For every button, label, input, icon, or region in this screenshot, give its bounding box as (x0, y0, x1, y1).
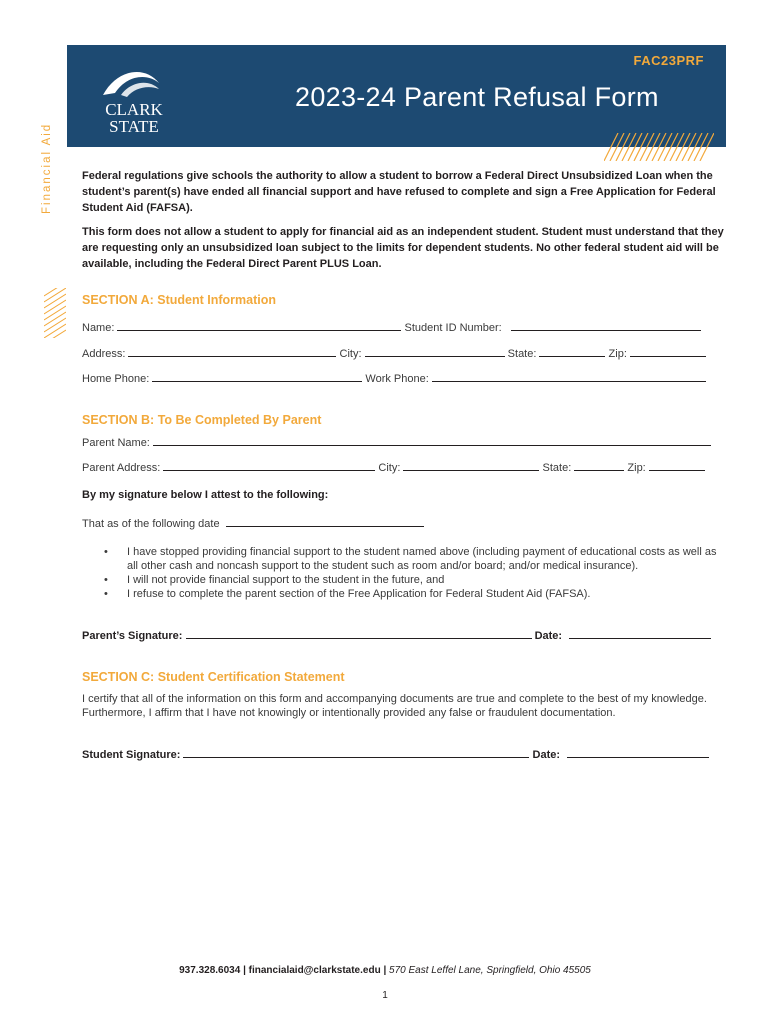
side-hatch-decoration (44, 288, 66, 338)
header-banner (67, 45, 726, 147)
list-item: • I have stopped providing financial support to the student named above (including payment of educational costs as well as all other cash and noncash support to the student such as room and/or board; and/or medical insurance). (82, 545, 728, 573)
phone-row (82, 372, 724, 385)
parent-state-label: State: (542, 462, 572, 474)
work-phone-label: Work Phone: (365, 373, 429, 385)
city-label: City: (339, 348, 362, 360)
parent-state-field[interactable] (574, 461, 624, 471)
parent-name-field[interactable] (153, 436, 711, 446)
student-city-field[interactable] (365, 347, 505, 357)
student-signature-label: Student Signature: (82, 749, 181, 761)
date-as-of-label: That as of the following date (82, 518, 220, 530)
attest-heading: By my signature below I attest to the following: (82, 489, 329, 501)
page-number: 1 (382, 990, 388, 1001)
student-signature-field[interactable] (183, 748, 529, 758)
form-code: FAC23PRF (633, 53, 704, 68)
name-label: Name: (82, 322, 115, 334)
student-name-field[interactable] (117, 321, 401, 331)
intro-paragraph-1: Federal regulations give schools the authority to allow a student to borrow a Federal Direct Unsubsidized Loan when the student’s parent(s) have ended all financial support and have refused to complete and sign a Free Application for Federal Student Aid (FAFSA). (82, 170, 716, 214)
student-address-row (82, 347, 724, 360)
date-as-of-field[interactable] (226, 517, 424, 527)
footer-email: financialaid@clarkstate.edu (248, 965, 381, 976)
student-id-field[interactable] (511, 321, 701, 331)
student-zip-field[interactable] (630, 347, 706, 357)
footer-address: 570 East Leffel Lane, Springfield, Ohio 45505 (389, 965, 591, 976)
address-label: Address: (82, 348, 126, 360)
footer-phone: 937.328.6034 (179, 965, 241, 976)
parent-signature-row (82, 629, 724, 642)
parent-date-label: Date: (534, 630, 563, 642)
state-label: State: (507, 348, 537, 360)
attest-bullets (82, 545, 728, 601)
clark-state-logo (93, 63, 175, 135)
parent-address-row (82, 461, 724, 474)
certification-text: I certify that all of the information on this form and accompanying documents are true and complete to the best of my knowledge. Furthermore, I affirm that I have not knowingly or intentionally provided any false or fraudulent documentation. (82, 693, 707, 719)
svg-text:STATE: STATE (109, 117, 159, 135)
student-signature-row (82, 748, 724, 761)
section-a-heading: SECTION A: Student Information (82, 293, 276, 307)
page-title: 2023-24 Parent Refusal Form (295, 82, 659, 112)
list-item: • I refuse to complete the parent section of the Free Application for Federal Student Aid (FAFSA). (82, 587, 728, 601)
parent-signature-field[interactable] (186, 629, 532, 639)
list-item: • I will not provide financial support to the student in the future, and (82, 573, 728, 587)
student-date-field[interactable] (567, 748, 709, 758)
parent-name-label: Parent Name: (82, 437, 150, 449)
home-phone-label: Home Phone: (82, 373, 150, 385)
student-name-row (82, 321, 724, 334)
parent-signature-label: Parent’s Signature: (82, 630, 183, 642)
section-c-heading: SECTION C: Student Certification Statement (82, 670, 345, 684)
parent-zip-label: Zip: (627, 462, 646, 474)
intro-paragraph-2: This form does not allow a student to apply for financial aid as an independent student. Student must understand that they are requesting only an unsubsidized loan subject to the limits for dependent students. No other federal student aid will be available, including the Federal Direct Parent PLUS Loan. (82, 226, 724, 270)
student-date-label: Date: (532, 749, 561, 761)
zip-label: Zip: (608, 348, 627, 360)
parent-city-label: City: (378, 462, 401, 474)
student-address-field[interactable] (128, 347, 336, 357)
section-b-heading: SECTION B: To Be Completed By Parent (82, 413, 322, 427)
parent-date-field[interactable] (569, 629, 711, 639)
date-as-of-row (82, 517, 724, 530)
work-phone-field[interactable] (432, 372, 706, 382)
footer-separator: | (240, 965, 249, 976)
footer-separator-2: | (380, 965, 390, 976)
parent-zip-field[interactable] (649, 461, 705, 471)
parent-address-field[interactable] (163, 461, 375, 471)
footer-contact (0, 965, 770, 976)
parent-name-row (82, 436, 724, 449)
parent-address-label: Parent Address: (82, 462, 161, 474)
student-id-label: Student ID Number: (404, 322, 502, 334)
banner-hatch-decoration (604, 133, 714, 161)
student-state-field[interactable] (539, 347, 605, 357)
home-phone-field[interactable] (152, 372, 362, 382)
parent-city-field[interactable] (403, 461, 539, 471)
svg-text:CLARK: CLARK (105, 100, 163, 119)
